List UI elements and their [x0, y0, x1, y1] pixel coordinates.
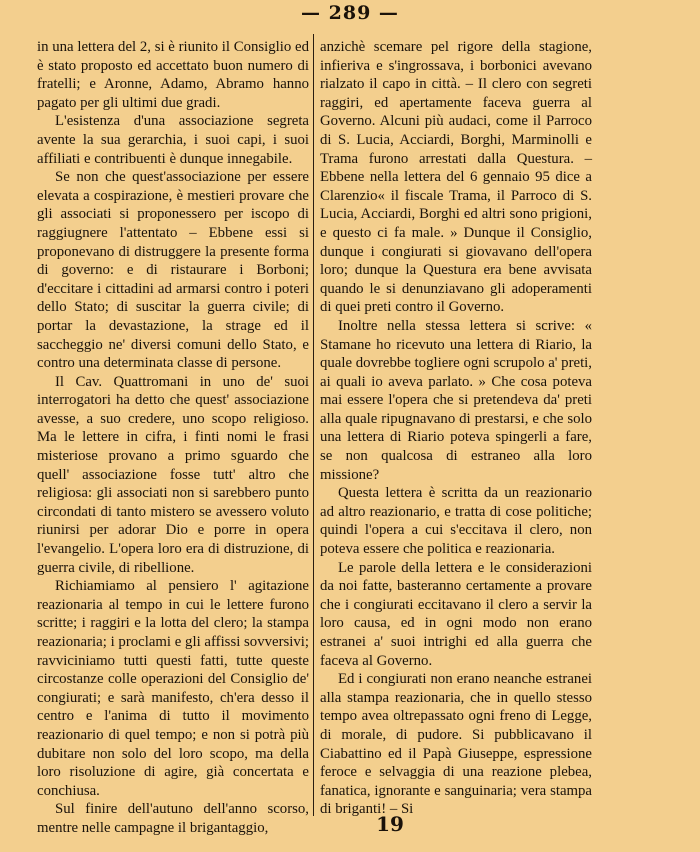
paragraph: Ed i congiurati non erano neanche estranei alla stampa reazionaria, che in quello stesso tempo avea oltrepassato ogni freno di Legge, di morale, di pudore. Si pubblicavano il Ciabattino ed il Papà Giuseppe, espressione feroce e selvaggia di una reazione plebea, fanatica, ignorante e sanguinaria; vera stampa di briganti! – Si — [320, 671, 592, 818]
paragraph: Le parole della lettera e le considerazioni da noi fatte, basteranno certamente a provare che i congiurati eccitavano il clero a servir la loro causa, ed in ogni modo non erano estranei a' suoi intrighi ed alla guerra che faceva al Governo. — [320, 559, 592, 669]
signature-mark: 19 — [376, 812, 404, 836]
paragraph: Inoltre nella stessa lettera si scrive: « Stamane ho ricevuto una lettera di Riario, la quale dovrebbe togliere ogni scrupolo a' preti, ai quali io aveva parlato. » Che cosa poteva mai essere l'opera che si pretendeva da' preti alla quale ripugnavano di prestarsi, e che solo una lettera di Riario poteva spingerli a fare, se non qualcosa di estraneo alla loro missione? — [320, 317, 592, 483]
left-column — [37, 38, 309, 838]
paragraph: in una lettera del 2, si è riunito il Consiglio ed è stato proposto ed accettato buon numero di fratelli; e Aronne, Adamo, Abramo hanno pagato per gli ultimi due gradi. — [37, 39, 309, 111]
paragraph: anzichè scemare pel rigore della stagione, infieriva e s'ingrossava, i borbonici avevano rialzato il capo in città. – Il clero con segreti raggiri, ed apertamente faceva guerra al Governo. Alcuni più audaci, come il Parroco di S. Lucia, Acciardi, Borghi, Marminolli e Trama furono arrestati dalla Questura. – Ebbene nella lettera del 6 gennaio 95 dice a Clarenzio« il fiscale Trama, il Parroco di S. Lucia, Acciardi, Borghi ed altri sono prigioni, e questo ci fa male. » Dunque il Consiglio, dunque i congiurati si giovavano dell'opera loro; dunque la Questura era bene avvisata quando le si denunziavano gli adoperamenti di quei preti contro il Governo. — [320, 39, 592, 316]
paragraph: Il Cav. Quattromani in uno de' suoi interrogatori ha detto che quest' associazione avesse, a suo credere, uno scopo religioso. Ma le lettere in cifra, i finti nomi le frasi misteriose provano a primo sguardo che quell' associazione fosse tutt' altro che religiosa: gli associati non si sarebbero punto circondati di tanto mistero se avessero voluto riunirsi per adorar Dio e porre in opera l'evangelio. L'opera loro era di distruzione, di guerra civile, di ribellione. — [37, 373, 309, 576]
paragraph: L'esistenza d'una associazione segreta avente la sua gerarchia, i suoi capi, i suoi affiliati e contribuenti è dunque innegabile. — [37, 113, 309, 167]
paragraph: Questa lettera è scritta da un reazionario ad altro reazionario, e tratta di cose politiche; quindi l'opera a cui s'eccitava il clero, non poteva essere che politica e reazionaria. — [320, 485, 592, 558]
right-column — [320, 38, 592, 819]
page-number: — 289 — — [301, 2, 399, 24]
column-divider — [313, 34, 314, 816]
paragraph: Se non che quest'associazione per essere elevata a cospirazione, è mestieri provare che gli associati si proponessero per iscopo di raggiugnere l'attentato – Ebbene essi si proponevano di distruggere la presente forma di governo: e di ristaurare i Borboni; d'eccitare i cittadini ad armarsi contro i poteri dello Stato; di suscitar la guerra civile; di portar la devastazione, la strage ed il saccheggio ne' diversi comuni dello Stato, e contro una determinata classe di persone. — [37, 169, 309, 372]
paragraph: Sul finire dell'autuno dell'anno scorso, mentre nelle campagne il brigantaggio, — [37, 801, 309, 836]
paragraph: Richiamiamo al pensiero l' agitazione reazionaria al tempo in cui le lettere furono scritte; i raggiri e la lotta del clero; la stampa reazionaria; i proclami e gli affissi sovversivi; ravviciniamo tutti questi fatti, tutte queste circostanze colle operazioni del Consiglio de' congiurati; e sarà manifesto, ch'era desso il centro e l'anima di tutto il movimento reazionario di quel tempo; e non si potrà più dubitare non solo del loro scopo, ma della loro risoluzione di agire, già concertata e conchiusa. — [37, 578, 309, 799]
